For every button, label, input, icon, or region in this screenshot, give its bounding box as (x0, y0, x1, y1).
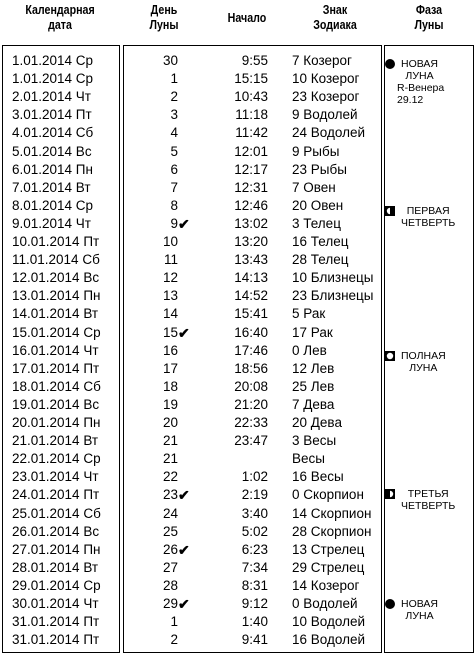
moon-day-cell: 9 (170, 215, 178, 231)
start-time-cell: 13:02 (234, 215, 268, 231)
full-moon-icon (385, 351, 395, 361)
start-time-cell: 12:17 (234, 161, 268, 177)
phase-label (401, 58, 438, 82)
phase-label-line: НОВАЯ (401, 58, 438, 70)
phase-column-box (384, 45, 474, 653)
zodiac-cell: 10 Водолей (292, 614, 365, 630)
start-time-cell: 2:19 (241, 487, 268, 503)
date-cell: 23.01.2014 Чт (12, 469, 99, 485)
moon-day-cell: 29 (162, 596, 178, 611)
phase-entry (385, 205, 474, 229)
phase-note (397, 82, 474, 106)
zodiac-cell: 29 Стрелец (292, 559, 365, 575)
moon-day-cell: 1 (170, 71, 178, 87)
zodiac-cell: 5 Рак (292, 306, 326, 322)
phase-note-line: 29.12 (397, 94, 424, 106)
moon-day-cell: 13 (162, 288, 178, 304)
header-zodiac: Знак Зодиака (313, 2, 357, 32)
moon-day-cell: 2 (170, 632, 178, 648)
date-cell: 15.01.2014 Ср (12, 324, 101, 340)
zodiac-cell: 17 Рак (292, 324, 333, 340)
zodiac-cell: 10 Близнецы (292, 270, 374, 286)
phase-entry (385, 598, 474, 622)
moon-day-cell: 17 (162, 360, 178, 376)
phase-label (401, 598, 438, 622)
moon-day-cell: 4 (170, 125, 178, 141)
zodiac-cell: 16 Весы (292, 469, 344, 485)
moon-day-cell: 18 (162, 378, 178, 394)
zodiac-cell: 14 Козерог (292, 577, 360, 593)
moon-day-cell: 3 (170, 107, 178, 123)
date-cell: 17.01.2014 Пт (12, 360, 100, 376)
check-mark-icon: ✔ (178, 487, 190, 504)
zodiac-cell: 7 Дева (292, 396, 335, 412)
start-time-cell: 9:41 (241, 632, 268, 648)
start-time-cell: 12:31 (234, 179, 268, 195)
date-cell: 8.01.2014 Ср (12, 197, 94, 213)
zodiac-cell: 7 Овен (292, 179, 336, 195)
start-time-cell: 3:40 (241, 505, 268, 521)
date-cell: 30.01.2014 Чт (12, 596, 99, 611)
new-moon-icon (385, 599, 395, 609)
zodiac-cell: 3 Телец (292, 215, 341, 231)
moon-day-cell: 2 (170, 89, 178, 105)
start-time-cell: 9:12 (241, 596, 268, 611)
phase-label (401, 350, 446, 374)
moon-day-cell: 14 (162, 306, 178, 322)
phase-note-line: R-Венера (397, 82, 445, 94)
date-cell: 24.01.2014 Пт (12, 487, 100, 503)
zodiac-cell: 0 Водолей (292, 596, 358, 611)
first-quarter-icon (385, 206, 395, 216)
moon-day-cell: 22 (162, 469, 178, 485)
check-mark-icon: ✔ (178, 215, 190, 232)
start-time-cell: 21:20 (234, 396, 268, 412)
check-mark-icon: ✔ (178, 541, 190, 558)
zodiac-cell: 0 Лев (292, 342, 327, 358)
zodiac-cell: 7 Козерог (292, 53, 352, 68)
start-time-cell: 9:55 (241, 53, 268, 68)
start-time-cell: 5:02 (241, 523, 268, 539)
zodiac-cell: 9 Водолей (292, 107, 358, 123)
start-time-cell: 11:18 (235, 107, 268, 123)
start-time-cell: 7:34 (241, 559, 268, 575)
date-cell: 7.01.2014 Вт (12, 179, 91, 195)
moon-day-cell: 5 (170, 143, 178, 159)
start-time-cell: 12:01 (234, 143, 268, 159)
start-time-cell: 15:41 (234, 306, 268, 322)
date-cell: 20.01.2014 Пн (12, 415, 101, 430)
zodiac-cell: 16 Телец (292, 234, 349, 249)
date-cell: 16.01.2014 Чт (12, 342, 99, 358)
moon-day-cell: 20 (162, 415, 178, 430)
zodiac-cell: 12 Лев (292, 360, 335, 376)
phase-label-line: ПОЛНАЯ (401, 350, 446, 362)
phase-entry (385, 58, 474, 106)
zodiac-cell: 24 Водолей (292, 125, 365, 141)
zodiac-cell: 10 Козерог (292, 71, 360, 87)
date-cell: 28.01.2014 Вт (12, 559, 99, 575)
moon-day-cell: 28 (162, 577, 178, 593)
date-cell: 18.01.2014 Сб (12, 378, 101, 394)
zodiac-cell: 0 Скорпион (292, 487, 364, 503)
header-start: Начало (227, 10, 267, 25)
phase-label-line: ЛУНА (405, 70, 434, 82)
date-cell: 31.01.2014 Пт (12, 632, 100, 648)
date-cell: 9.01.2014 Чт (12, 215, 91, 231)
date-cell: 26.01.2014 Вс (12, 523, 100, 539)
start-time-cell: 1:40 (241, 614, 268, 630)
zodiac-cell: 14 Скорпион (292, 505, 372, 521)
phase-label (401, 488, 455, 512)
zodiac-cell: 9 Рыбы (292, 143, 340, 159)
new-moon-icon (385, 59, 395, 69)
date-cell: 10.01.2014 Пт (12, 234, 100, 249)
date-cell: 21.01.2014 Вт (12, 433, 99, 449)
moon-day-cell: 16 (162, 342, 178, 358)
start-time-cell: 1:02 (241, 469, 268, 485)
phase-entry (385, 350, 474, 374)
date-cell: 6.01.2014 Пн (12, 161, 93, 177)
date-cell: 27.01.2014 Пн (12, 541, 101, 557)
date-cell: 12.01.2014 Вс (12, 270, 100, 286)
start-time-cell: 14:13 (234, 270, 268, 286)
phase-label-line: ЧЕТВЕРТЬ (401, 217, 456, 229)
start-time-cell: 10:43 (234, 89, 268, 105)
start-time-cell: 13:43 (234, 252, 268, 268)
moon-day-cell: 15 (162, 324, 178, 340)
start-time-cell: 8:31 (241, 577, 268, 593)
moon-day-cell: 6 (170, 161, 178, 177)
zodiac-cell: 3 Весы (292, 433, 337, 449)
moon-day-cell: 27 (162, 559, 178, 575)
start-time-cell: 14:52 (234, 288, 268, 304)
start-time-cell: 18:56 (234, 360, 268, 376)
zodiac-cell: 20 Дева (292, 415, 342, 430)
start-time-cell: 6:23 (241, 541, 268, 557)
zodiac-cell: 16 Водолей (292, 632, 365, 648)
zodiac-cell: 23 Рыбы (292, 161, 347, 177)
third-quarter-icon (385, 489, 395, 499)
moon-day-cell: 8 (170, 197, 178, 213)
start-time-cell: 15:15 (234, 71, 268, 87)
start-time-cell: 11:42 (235, 125, 268, 141)
start-time-cell: 13:20 (234, 234, 268, 249)
start-time-cell: 12:46 (234, 197, 268, 213)
date-cell: 19.01.2014 Вс (12, 396, 100, 412)
moon-day-cell: 21 (162, 433, 178, 449)
header-date: Календарная дата (25, 2, 95, 32)
moon-day-cell: 30 (162, 53, 178, 68)
zodiac-cell: 13 Стрелец (292, 541, 365, 557)
date-cell: 22.01.2014 Ср (12, 451, 101, 467)
date-cell: 5.01.2014 Вс (12, 143, 92, 159)
phase-label-line: НОВАЯ (401, 598, 438, 610)
moon-day-cell: 12 (162, 270, 178, 286)
moon-day-cell: 19 (162, 396, 178, 412)
date-cell: 11.01.2014 Сб (12, 252, 100, 268)
header-day: День Луны (149, 2, 179, 32)
zodiac-cell: 28 Телец (292, 252, 349, 268)
zodiac-cell: Весы (292, 451, 325, 467)
moon-day-cell: 1 (170, 614, 178, 630)
phase-entry (385, 488, 474, 512)
phase-label-line: ПЕРВАЯ (406, 205, 450, 217)
start-time-cell: 17:46 (234, 342, 268, 358)
moon-day-cell: 26 (162, 541, 178, 557)
header-phase: Фаза Луны (414, 2, 444, 32)
phase-label-line: ТРЕТЬЯ (407, 488, 449, 500)
zodiac-cell: 23 Близнецы (292, 288, 374, 304)
date-cell: 29.01.2014 Ср (12, 577, 101, 593)
zodiac-cell: 25 Лев (292, 378, 335, 394)
phase-label-line: ЛУНА (405, 610, 434, 622)
date-cell: 1.01.2014 Ср (12, 71, 94, 87)
moon-day-cell: 10 (162, 234, 178, 249)
phase-label-line: ЧЕТВЕРТЬ (401, 500, 456, 512)
moon-day-cell: 25 (162, 523, 178, 539)
date-cell: 3.01.2014 Пт (12, 107, 92, 123)
moon-day-cell: 24 (162, 505, 178, 521)
date-cell: 25.01.2014 Сб (12, 505, 101, 521)
date-cell: 14.01.2014 Вт (12, 306, 99, 322)
start-time-cell: 22:33 (234, 415, 268, 430)
moon-day-cell: 7 (170, 179, 178, 195)
date-cell: 2.01.2014 Чт (12, 89, 91, 105)
start-time-cell: 23:47 (234, 433, 268, 449)
start-time-cell: 20:08 (234, 378, 268, 394)
start-time-cell: 16:40 (234, 324, 268, 340)
zodiac-cell: 28 Скорпион (292, 523, 372, 539)
phase-label (401, 205, 455, 229)
check-mark-icon: ✔ (178, 596, 190, 612)
moon-day-cell: 23 (162, 487, 178, 503)
check-mark-icon: ✔ (178, 324, 190, 341)
date-cell: 13.01.2014 Пн (12, 288, 101, 304)
phase-label-line: ЛУНА (409, 362, 438, 374)
date-cell: 1.01.2014 Ср (12, 53, 94, 68)
date-cell: 4.01.2014 Сб (12, 125, 94, 141)
moon-day-cell: 11 (163, 252, 178, 268)
moon-day-cell: 21 (162, 451, 178, 467)
date-cell: 31.01.2014 Пт (12, 614, 100, 630)
zodiac-cell: 20 Овен (292, 197, 344, 213)
zodiac-cell: 23 Козерог (292, 89, 360, 105)
